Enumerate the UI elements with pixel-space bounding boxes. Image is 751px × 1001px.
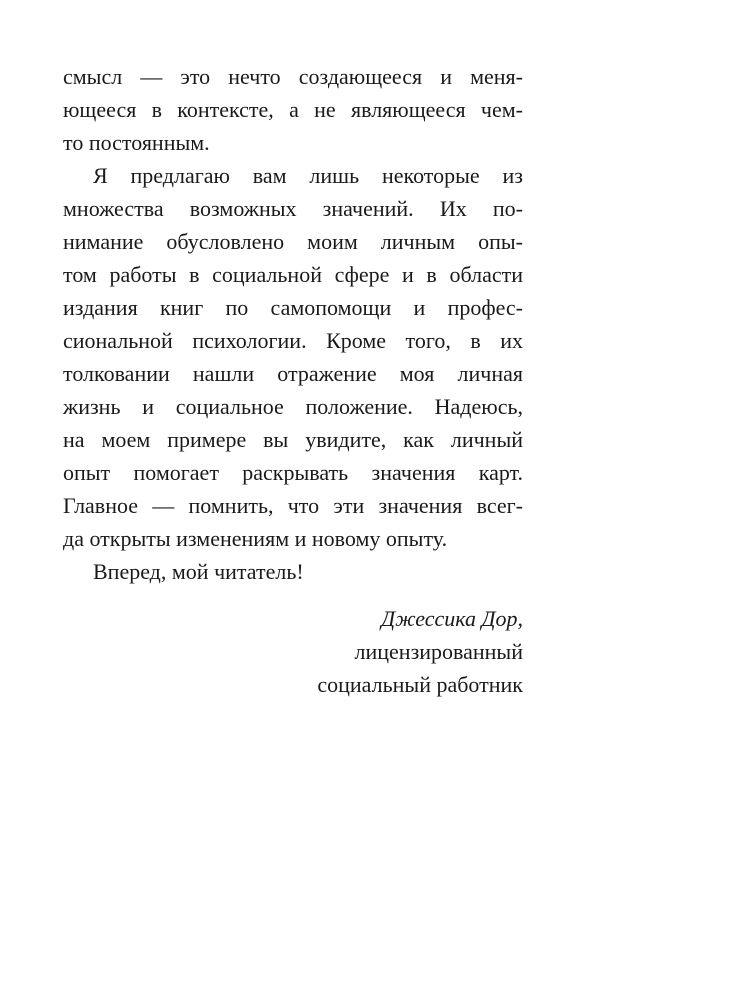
text-line: издания книг по самопомощи и профес- [63, 295, 523, 320]
text-line: ющееся в контексте, а не являющееся чем- [63, 97, 523, 122]
text-line: нимание обусловлено моим личным опы- [63, 229, 523, 254]
signature-title-line: лицензированный [354, 639, 523, 664]
text-line: толковании нашли отражение моя личная [63, 361, 523, 386]
text-line: Я предлагаю вам лишь некоторые из [93, 163, 523, 188]
text-line: том работы в социальной сфере и в области [63, 262, 523, 287]
text-line: Главное — помнить, что эти значения всег- [63, 493, 523, 518]
text-block [63, 60, 523, 701]
text-line: сиональной психологии. Кроме того, в их [63, 328, 523, 353]
signature-name: Джессика Дор, [381, 606, 523, 631]
text-line: опыт помогает раскрывать значения карт. [63, 460, 523, 485]
text-line: Вперед, мой читатель! [93, 559, 304, 584]
text-line: смысл — это нечто создающееся и меня- [63, 64, 523, 89]
text-line: жизнь и социальное положение. Надеюсь, [63, 394, 523, 419]
text-line: то постоянным. [63, 130, 210, 155]
signature-title-line: социальный работник [317, 672, 523, 697]
text-line: на моем примере вы увидите, как личный [63, 427, 523, 452]
text-line: множества возможных значений. Их по- [63, 196, 523, 221]
text-line: да открыты изменениям и новому опыту. [63, 526, 448, 551]
